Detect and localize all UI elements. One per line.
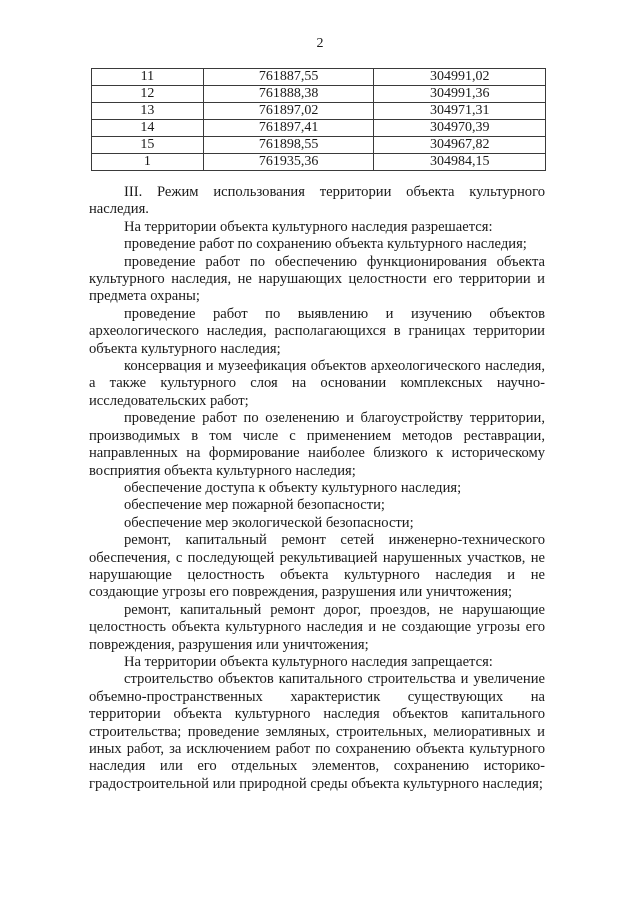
paragraph: обеспечение мер пожарной безопасности; <box>124 497 385 514</box>
point-number-cell: 11 <box>92 69 204 86</box>
paragraph: обеспечение мер экологической безопасности; <box>124 514 414 531</box>
x-coordinate-cell: 761887,55 <box>203 69 374 86</box>
y-coordinate-cell: 304970,39 <box>374 120 546 137</box>
paragraph: проведение работ по озеленению и благоустройству территории, производимых в том числе с применением методов реставрации, направленных на формирование наиболее близкого к историческому восприятия объекта культурного наследия; <box>89 410 545 479</box>
paragraph: проведение работ по выявлению и изучению объектов археологического наследия, располагающихся в границах территории объекта культурного наследия; <box>89 305 545 357</box>
page-number: 2 <box>316 36 324 51</box>
x-coordinate-cell: 761897,41 <box>203 120 374 137</box>
point-number-cell: 13 <box>92 103 204 120</box>
paragraph: проведение работ по обеспечению функционирования объекта культурного наследия, не нарушающих целостности его территории и предмета охраны; <box>89 253 545 305</box>
y-coordinate-cell: 304971,31 <box>374 103 546 120</box>
paragraph: проведение работ по сохранению объекта культурного наследия; <box>124 236 527 253</box>
point-number-cell: 12 <box>92 86 204 103</box>
coordinates-table-body <box>92 69 546 171</box>
table-row <box>92 137 546 154</box>
point-number-cell: 1 <box>92 154 204 171</box>
y-coordinate-cell: 304991,36 <box>374 86 546 103</box>
y-coordinate-cell: 304967,82 <box>374 137 546 154</box>
paragraph: ремонт, капитальный ремонт дорог, проездов, не нарушающие целостность объекта культурного наследия и не создающие угрозы его повреждения, разрушения или уничтожения; <box>89 601 545 653</box>
y-coordinate-cell: 304991,02 <box>374 69 546 86</box>
x-coordinate-cell: 761888,38 <box>203 86 374 103</box>
coordinates-table <box>91 68 546 171</box>
paragraph: обеспечение доступа к объекту культурного наследия; <box>124 479 462 496</box>
paragraph: консервация и музеефикация объектов археологического наследия, а также культурного слоя на основании комплексных научно-исследовательских работ; <box>89 358 545 409</box>
point-number-cell: 14 <box>92 120 204 137</box>
point-number-cell: 15 <box>92 137 204 154</box>
x-coordinate-cell: 761935,36 <box>203 154 374 171</box>
x-coordinate-cell: 761898,55 <box>203 137 374 154</box>
table-row <box>92 120 546 137</box>
paragraph: На территории объекта культурного наследия разрешается: <box>124 218 493 235</box>
x-coordinate-cell: 761897,02 <box>203 103 374 120</box>
table-row <box>92 154 546 171</box>
table-row <box>92 86 546 103</box>
table-row <box>92 103 546 120</box>
paragraph: III. Режим использования территории объекта культурного наследия. <box>89 184 545 218</box>
paragraph: На территории объекта культурного наследия запрещается: <box>124 653 493 670</box>
y-coordinate-cell: 304984,15 <box>374 154 546 171</box>
table-row <box>92 69 546 86</box>
paragraph: строительство объектов капитального строительства и увеличение объемно-пространственных характеристик существующих на территории объекта культурного наследия объектов капитального строительства; проведение земляных, строительных, мелиоративных и иных работ, за исключением работ по сохранению объекта культурного наследия или его отдельных элементов, сохранению историко-градостроительной или природной среды объекта культурного наследия; <box>89 671 545 792</box>
paragraph: ремонт, капитальный ремонт сетей инженерно-технического обеспечения, с последующей рекультивацией нарушенных участков, не нарушающие целостность объекта культурного наследия и не создающие угрозы его повреждения, разрушения или уничтожения; <box>89 532 545 601</box>
document-body <box>89 184 545 793</box>
